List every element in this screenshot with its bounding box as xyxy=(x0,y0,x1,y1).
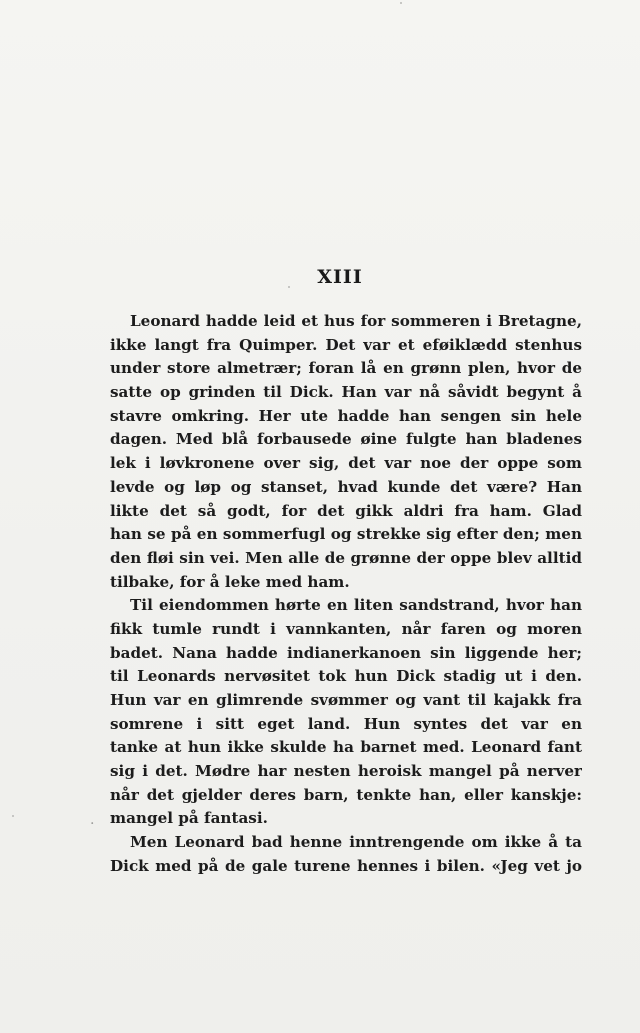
text-line: Dick med på de gale turene hennes i bilen. «Jeg vet jo xyxy=(110,856,582,875)
text-line: satte op grinden til Dick. Han var nå såvidt begynt å xyxy=(110,383,582,402)
paragraph xyxy=(110,310,582,594)
chapter-body xyxy=(110,310,582,879)
text-line: ikke langt fra Quimper. Det var et eføiklædd stenhus xyxy=(110,335,582,354)
text-line: Leonard hadde leid et hus for sommeren i Bretagne, xyxy=(130,312,582,330)
text-line: lek i løvkronene over sig, det var noe der oppe som xyxy=(110,454,582,473)
text-line: når det gjelder deres barn, tenkte han, eller kanskje: xyxy=(110,785,582,804)
text-line: likte det så godt, for det gikk aldri fra ham. Glad xyxy=(110,501,582,520)
text-line: Hun var en glimrende svømmer og vant til kajakk fra xyxy=(110,691,582,709)
text-line: Men Leonard bad henne inntrengende om ikke å ta xyxy=(130,833,582,852)
text-line: badet. Nana hadde indianerkanoen sin liggende her; xyxy=(110,643,582,662)
paper-speck xyxy=(400,2,402,4)
text-line: under store almetrær; foran lå en grønn plen, hvor de xyxy=(110,359,582,378)
paper-speck xyxy=(288,286,290,288)
chapter-heading: XIII xyxy=(317,266,363,288)
text-line: til Leonards nervøsitet tok hun Dick stadig ut i den. xyxy=(110,667,582,686)
text-line: han se på en sommerfugl og strekke sig efter den; men xyxy=(110,525,582,544)
margin-mark: . xyxy=(90,812,95,828)
text-line: stavre omkring. Her ute hadde han sengen sin hele xyxy=(110,406,582,425)
text-line: sig i det. Mødre har nesten heroisk mangel på nerver xyxy=(110,762,582,781)
text-line: mangel på fantasi. xyxy=(110,809,268,828)
text-line: somrene i sitt eget land. Hun syntes det var en xyxy=(110,714,582,733)
paper-speck xyxy=(12,815,14,817)
text-line: den fløi sin vei. Men alle de grønne der oppe blev alltid xyxy=(110,548,582,567)
text-line: levde og løp og stanset, hvad kunde det være? Han xyxy=(110,477,582,496)
text-line: dagen. Med blå forbausede øine fulgte han bladenes xyxy=(110,430,582,449)
paragraph xyxy=(110,594,582,831)
text-line: tilbake, for å leke med ham. xyxy=(110,572,350,591)
text-line: tanke at hun ikke skulde ha barnet med. Leonard fant xyxy=(110,738,582,757)
paragraph xyxy=(110,831,582,878)
text-line: fikk tumle rundt i vannkanten, når faren og moren xyxy=(110,619,582,638)
text-line: Til eiendommen hørte en liten sandstrand, hvor han xyxy=(130,596,582,615)
